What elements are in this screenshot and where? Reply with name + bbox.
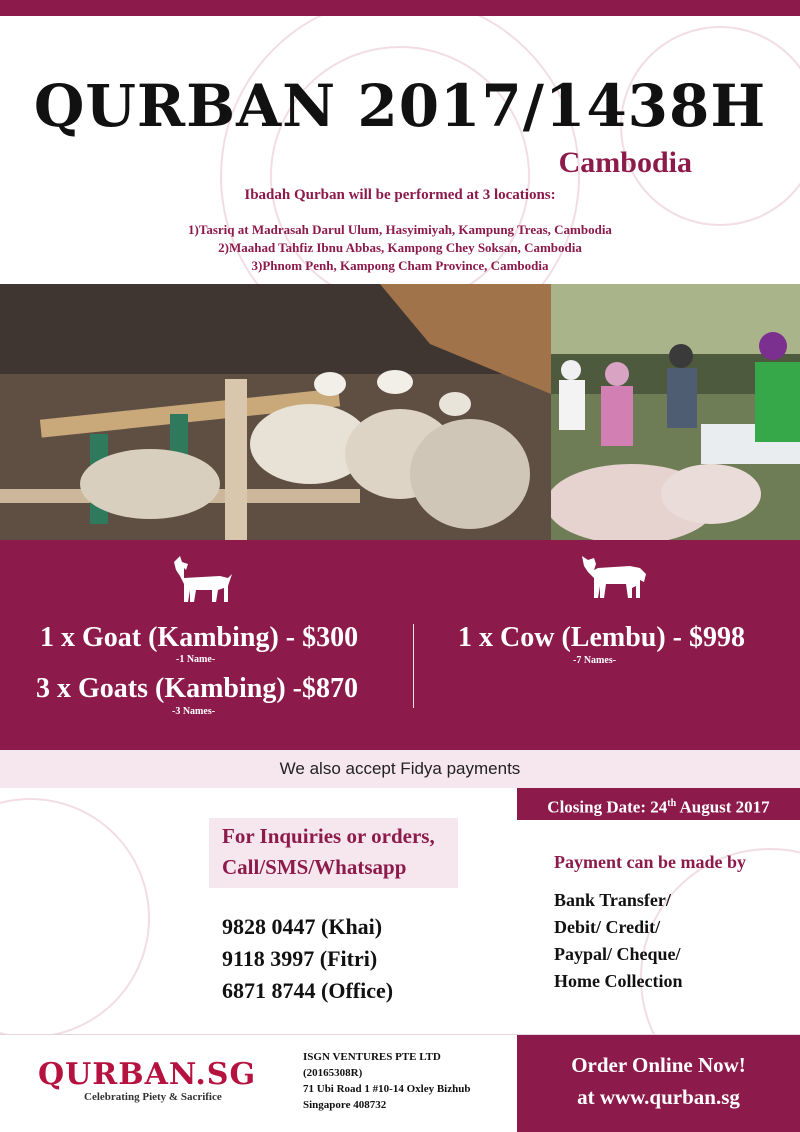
goat-triple-note: -3 Names- xyxy=(172,706,216,717)
location-item: 2)Maahad Tahfiz Ibnu Abbas, Kampong Chey Soksan, Cambodia xyxy=(218,240,582,255)
payment-method: Home Collection xyxy=(554,971,683,991)
sheep-pen-illustration xyxy=(0,284,551,540)
footer xyxy=(0,1034,800,1132)
brand-logo: QURBAN.SG xyxy=(38,1057,257,1092)
sheep-pen-photo xyxy=(0,284,551,540)
payment-method: Paypal/ Cheque/ xyxy=(554,944,681,964)
country-label: Cambodia xyxy=(558,146,692,179)
company-name: ISGN VENTURES PTE LTD xyxy=(303,1051,441,1063)
decorative-mandala xyxy=(0,798,150,1034)
goat-triple-price: 3 x Goats (Kambing) -$870 xyxy=(36,673,358,704)
closing-date-sup: th xyxy=(667,798,677,809)
brand-tagline: Celebrating Piety & Sacrifice xyxy=(84,1091,222,1103)
company-address: 71 Ubi Road 1 #10-14 Oxley Bizhub xyxy=(303,1083,471,1095)
order-online-link[interactable]: at www.qurban.sg xyxy=(577,1085,740,1109)
inquiry-line: Call/SMS/Whatsapp xyxy=(222,855,407,879)
goat-single-price: 1 x Goat (Kambing) - $300 xyxy=(40,622,359,653)
closing-date-prefix: Closing Date: 24 xyxy=(547,797,668,817)
phone-number[interactable]: 6871 8744 (Office) xyxy=(222,978,394,1003)
location-item: 1)Tasriq at Madrasah Darul Ulum, Hasyimiyah, Kampung Treas, Cambodia xyxy=(188,222,612,237)
company-reg: (20165308R) xyxy=(303,1067,363,1079)
order-online-box[interactable] xyxy=(517,1035,800,1132)
payment-title: Payment can be made by xyxy=(554,852,746,872)
order-online-label: Order Online Now! xyxy=(571,1053,746,1077)
fidya-text: We also accept Fidya payments xyxy=(279,759,521,778)
locations-list xyxy=(0,221,800,275)
inquiry-box xyxy=(209,818,458,888)
decorative-mandala xyxy=(640,848,800,1034)
company-postcode: Singapore 408732 xyxy=(303,1099,387,1111)
closing-date-suffix: August 2017 xyxy=(676,797,770,817)
phone-number[interactable]: 9118 3997 (Fitri) xyxy=(222,946,378,971)
payment-method: Debit/ Credit/ xyxy=(554,917,661,937)
closing-date-banner xyxy=(517,788,800,820)
distribution-photo xyxy=(551,284,800,540)
price-divider xyxy=(413,624,414,708)
payment-method: Bank Transfer/ xyxy=(554,890,671,910)
distribution-illustration xyxy=(551,284,800,540)
phone-number[interactable]: 9828 0447 (Khai) xyxy=(222,914,383,939)
goat-icon xyxy=(170,554,238,604)
fidya-band xyxy=(0,750,800,788)
cow-icon xyxy=(580,552,648,600)
cow-note: -7 Names- xyxy=(573,655,617,666)
location-item: 3)Phnom Penh, Kampong Cham Province, Cambodia xyxy=(251,258,549,273)
top-bar xyxy=(0,0,800,16)
price-panel xyxy=(0,540,800,750)
header xyxy=(0,16,800,284)
contact-section xyxy=(0,788,800,1034)
locations-intro: Ibadah Qurban will be performed at 3 locations: xyxy=(244,187,556,203)
goat-single-note: -1 Name- xyxy=(176,654,216,665)
page-title: QURBAN 2017/1438H xyxy=(33,72,767,140)
inquiry-line: For Inquiries or orders, xyxy=(222,824,435,848)
cow-price: 1 x Cow (Lembu) - $998 xyxy=(458,622,745,653)
